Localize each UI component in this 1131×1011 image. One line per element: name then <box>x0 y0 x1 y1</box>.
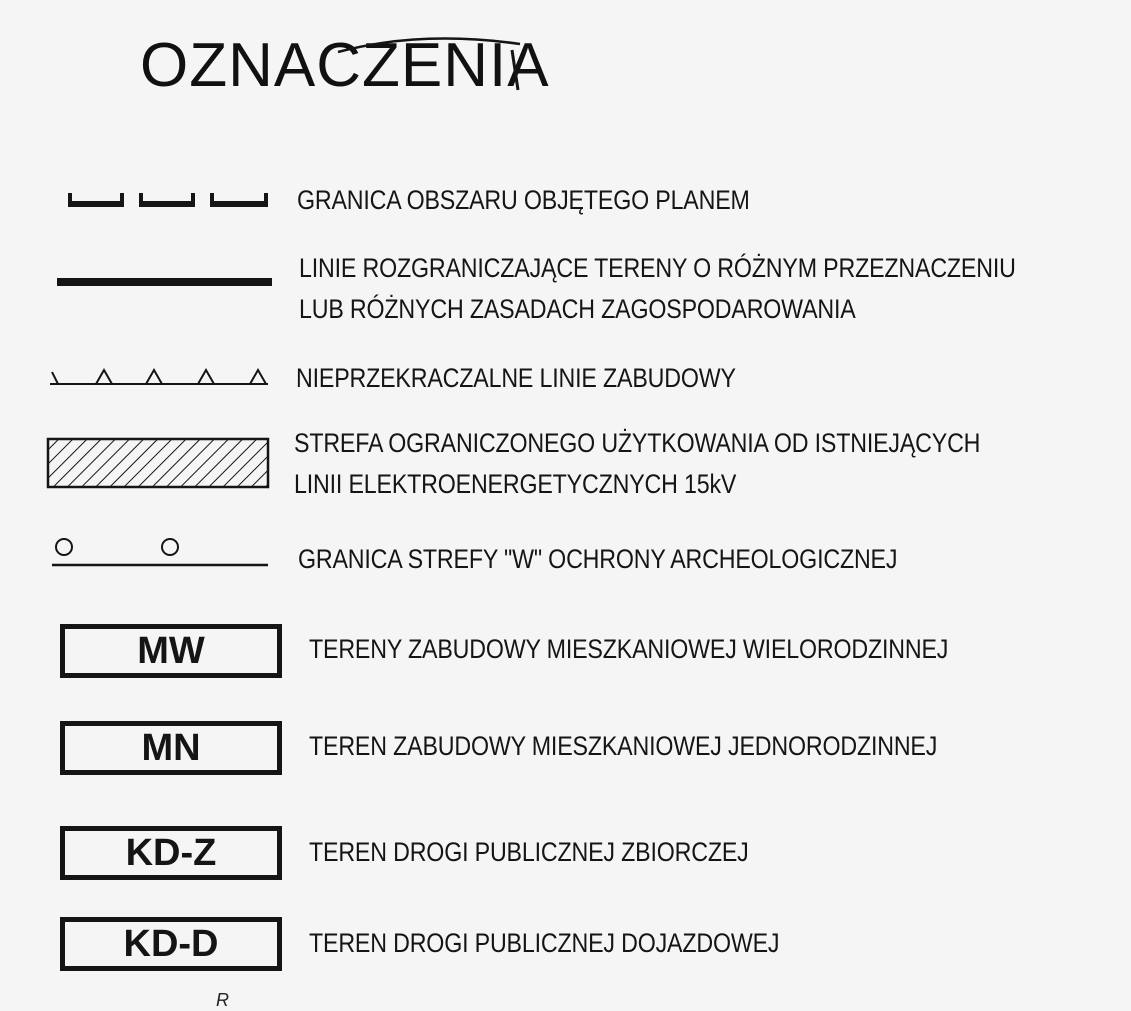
power-zone-label-1: STREFA OGRANICZONEGO UŻYTKOWANIA OD ISTNIEJĄCYCH <box>294 428 981 458</box>
zone-code-mn: MN <box>60 721 282 775</box>
footer-mark: R <box>216 990 229 1010</box>
power-zone-label-2: LINII ELEKTROENERGETYCZNYCH 15kV <box>294 469 737 499</box>
zone-code-kdz: KD-Z <box>60 826 282 880</box>
power-zone-hatch-symbol <box>46 437 272 491</box>
zone-label-mw: TERENY ZABUDOWY MIESZKANIOWEJ WIELORODZINNEJ <box>309 634 949 664</box>
plan-boundary-symbol <box>60 185 280 215</box>
dividing-line-symbol <box>55 275 275 291</box>
building-lines-label: NIEPRZEKRACZALNE LINIE ZABUDOWY <box>296 363 736 393</box>
archeo-zone-label: GRANICA STREFY "W" OCHRONY ARCHEOLOGICZNEJ <box>298 544 898 574</box>
dividing-lines-label-1: LINIE ROZGRANICZAJĄCE TERENY O RÓŻNYM PRZEZNACZENIU <box>299 253 1016 283</box>
archeo-zone-symbol <box>50 533 275 573</box>
zone-code-mw: MW <box>60 624 282 678</box>
building-line-symbol <box>48 362 273 390</box>
legend-title: OZNACZENIA <box>140 31 550 100</box>
dividing-lines-label-2: LUB RÓŻNYCH ZASADACH ZAGOSPODAROWANIA <box>299 294 856 324</box>
zone-code-kdd: KD-D <box>60 917 282 971</box>
zone-label-kdd: TEREN DROGI PUBLICZNEJ DOJAZDOWEJ <box>309 928 780 958</box>
zone-label-kdz: TEREN DROGI PUBLICZNEJ ZBIORCZEJ <box>309 837 749 867</box>
title-pen-stroke <box>0 0 1131 120</box>
plan-boundary-label: GRANICA OBSZARU OBJĘTEGO PLANEM <box>297 185 750 215</box>
zone-label-mn: TEREN ZABUDOWY MIESZKANIOWEJ JEDNORODZINNEJ <box>309 731 938 761</box>
